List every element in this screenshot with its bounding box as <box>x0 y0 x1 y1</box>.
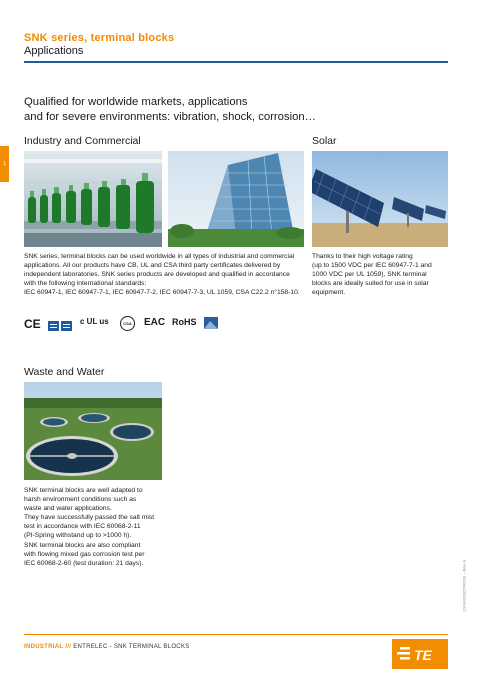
reach-logo <box>204 316 218 328</box>
water-body-line: waste and water applications. <box>24 505 112 513</box>
solar-body-line: (up to 1500 VDC per IEC 60947-7-1 and <box>312 262 432 270</box>
industry-body-line: IEC 60947-1, IEC 60947-7-1, IEC 60947-7-2, IEC 60947-7-3, UL 1059, CSA C22.2 n°158-10. <box>24 289 300 297</box>
water-body-line: They have successfully passed the salt mist <box>24 514 155 522</box>
footer-slashes: /// <box>65 644 72 650</box>
industry-body <box>24 252 314 297</box>
csa-logo: CSA <box>120 316 135 331</box>
industry-body-line: independent laboratories. SNK series products are developed and qualified in accordance <box>24 271 290 279</box>
water-body-line: SNK terminal blocks are also compliant <box>24 541 141 549</box>
header-subtitle: Applications <box>24 45 84 57</box>
solar-body-line: equipment. <box>312 289 346 297</box>
section-title-industry: Industry and Commercial <box>24 135 141 147</box>
industry-body-line: applications. All our products have CB, UL and CSA third party certificates delivered by <box>24 262 281 270</box>
industry-body-line: with the following international standards: <box>24 280 147 288</box>
svg-text:TE: TE <box>414 647 432 663</box>
headline-line-2: and for severe environments: vibration, shock, corrosion… <box>24 110 316 123</box>
water-body-line: SNK terminal blocks are well adapted to <box>24 487 143 494</box>
ce-mark-logo: CE <box>24 317 41 331</box>
section-title-solar: Solar <box>312 135 337 147</box>
solar-body <box>312 252 448 297</box>
footer-text <box>24 644 190 650</box>
water-body-line: with flowing mixed gas corrosion test per <box>24 550 145 558</box>
photo-bottling-line <box>24 151 162 247</box>
water-body-line: IEC 60068-2-60 (test duration: 21 days). <box>24 559 144 567</box>
header-rule <box>24 61 448 63</box>
solar-body-line: 1000 VDC per UL 1059), SNK terminal <box>312 271 427 279</box>
photo-water-treatment <box>24 382 162 480</box>
headline <box>24 95 324 124</box>
headline-line-1: Qualified for worldwide markets, applications <box>24 96 248 108</box>
water-body-line: harsh environment conditions such as <box>24 496 137 504</box>
footer-rule <box>24 634 448 635</box>
industry-body-line: SNK series, terminal blocks can be used worldwide in all types of industrial and commercial <box>24 253 295 260</box>
photo-office-building <box>168 151 304 247</box>
solar-body-line: Thanks to their high voltage rating <box>312 253 413 260</box>
document-code: 1SNA163827R0200 – Rev. A <box>462 560 467 612</box>
solar-body-line: blocks are ideally suited for use in solar <box>312 280 429 288</box>
water-body-line: (PI-Spring withstand up to >1000 h). <box>24 532 132 540</box>
eac-logo: EAC <box>144 317 166 328</box>
footer-industrial: INDUSTRIAL <box>24 644 64 650</box>
water-body-line: test in accordance with IEC 60068-2-11 <box>24 523 141 531</box>
te-connectivity-logo <box>392 639 448 669</box>
cul-us-logo: c UL us <box>80 317 109 326</box>
rohs-logo: RoHS <box>172 317 197 327</box>
section-title-water: Waste and Water <box>24 366 105 378</box>
photo-solar-panels <box>312 151 448 247</box>
side-tab-number: 1 <box>3 161 6 167</box>
footer-rest: ENTRELEC - SNK TERMINAL BLOCKS <box>73 644 190 650</box>
cb-scheme-logo <box>48 318 72 328</box>
water-body <box>24 486 184 568</box>
header-series-title: SNK series, terminal blocks <box>24 32 175 44</box>
side-tab <box>0 146 9 182</box>
